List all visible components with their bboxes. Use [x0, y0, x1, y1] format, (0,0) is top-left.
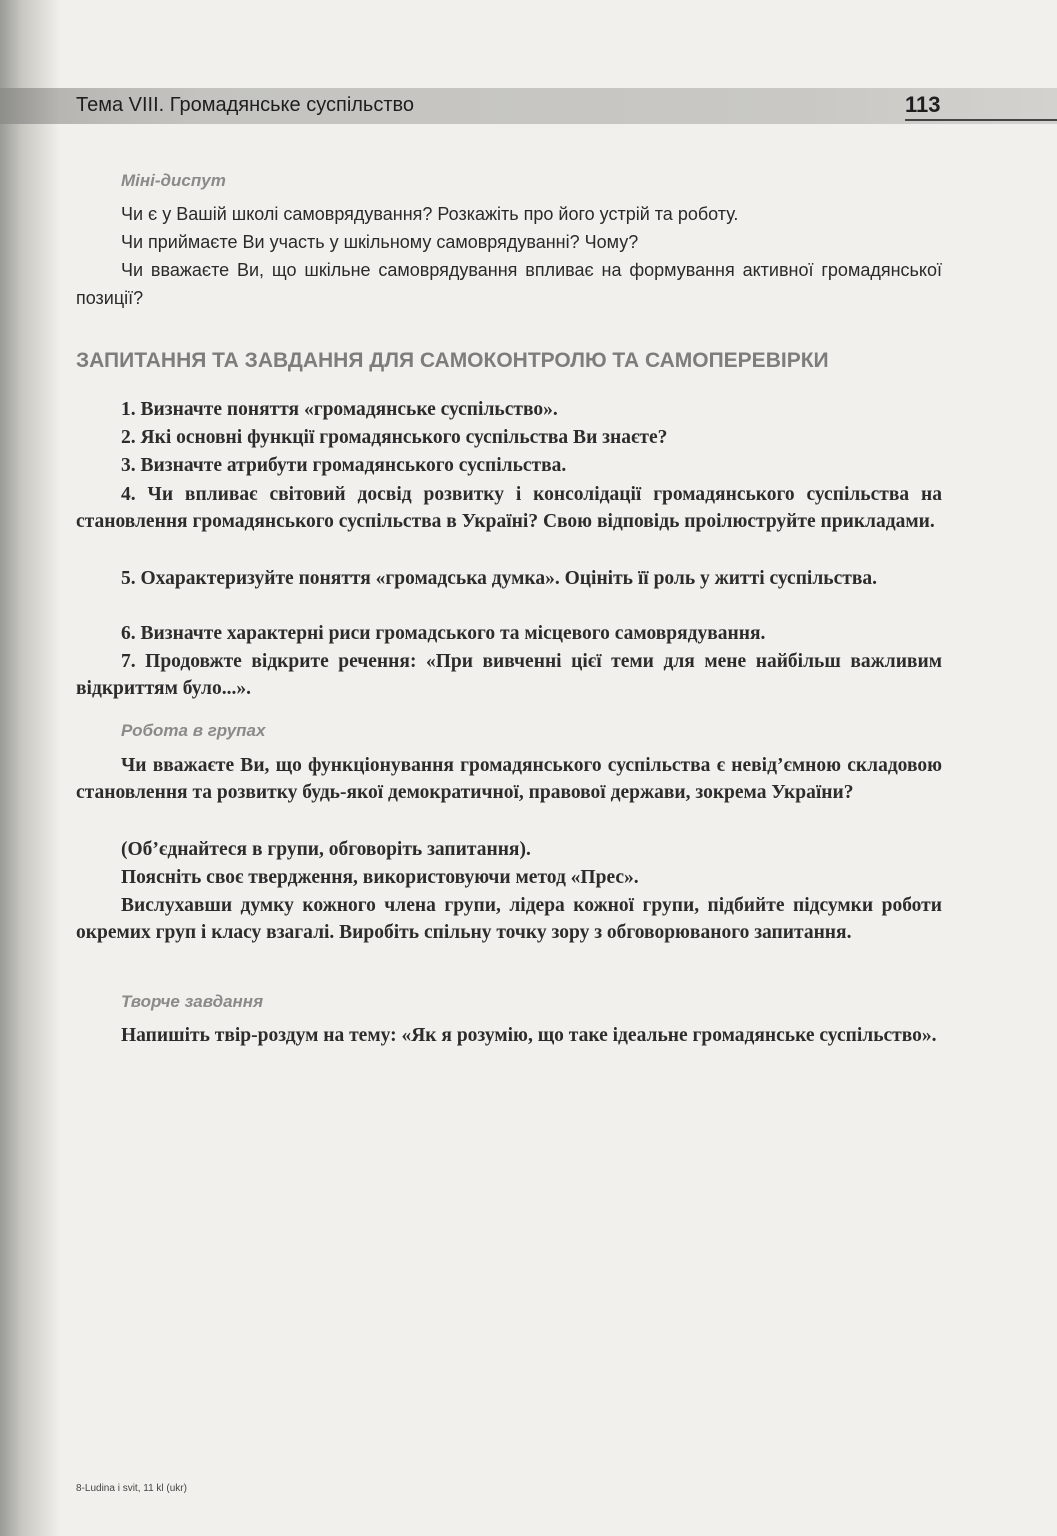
- group-work-paragraph: Вислухавши думку кожного члена групи, лідера кожної групи, підбийте підсумки роботи окремих груп і класу взагалі. Виробіть спільну точку зору з обговорюваного запитання.: [76, 895, 942, 943]
- page-number-underline: [905, 119, 1057, 121]
- creative-task-heading: Творче завдання: [121, 992, 264, 1011]
- creative-task-text: Напишіть твір-роздум на тему: «Як я розумію, що таке ідеальне громадянське суспільство».: [121, 1025, 937, 1046]
- running-header-title: Тема VIII. Громадянське суспільство: [76, 94, 415, 116]
- question-item: 6. Визначте характерні риси громадського та місцевого самоврядування.: [121, 623, 766, 644]
- mini-dispute-paragraph: Чи приймаєте Ви участь у шкільному самоврядуванні? Чому?: [121, 232, 639, 252]
- question-item: 5. Охарактеризуйте поняття «громадська думка». Оцініть її роль у житті суспільства.: [121, 568, 877, 589]
- page-spine-shadow: [0, 0, 60, 1536]
- question-item: 3. Визначте атрибути громадянського суспільства.: [121, 455, 567, 476]
- mini-dispute-paragraph: Чи є у Вашій школі самоврядування? Розкажіть про його устрій та роботу.: [121, 204, 739, 224]
- page-number: 113: [905, 92, 941, 117]
- group-work-paragraph: Чи вважаєте Ви, що функціонування громадянського суспільства є невід’ємною складовою становлення та розвитку будь-якої демократичної, правової держави, зокрема України?: [76, 755, 942, 803]
- question-item: 7. Продовжте відкрите речення: «При вивченні цієї теми для мене найбільш важливим відкриттям було...».: [76, 651, 942, 699]
- press-method: метод «Прес».: [515, 867, 639, 888]
- group-work-heading: Робота в групах: [121, 721, 266, 740]
- group-work-paragraph: [76, 864, 942, 891]
- question-item: 1. Визначте поняття «громадянське суспільство».: [121, 399, 558, 420]
- mini-dispute-paragraph: Чи вважаєте Ви, що шкільне самоврядування впливає на формування активної громадянської позиції?: [76, 260, 942, 308]
- group-work-text: Поясніть своє твердження, використовуючи: [121, 867, 516, 888]
- self-check-section-title: ЗАПИТАННЯ ТА ЗАВДАННЯ ДЛЯ САМОКОНТРОЛЮ ТА САМОПЕРЕВІРКИ: [76, 349, 829, 372]
- footer-imprint: 8-Ludina i svit, 11 kl (ukr): [76, 1483, 187, 1494]
- question-item: 4. Чи впливає світовий досвід розвитку і консолідації громадянського суспільства на становлення громадянського суспільства в Україні? Свою відповідь проілюструйте прикладами.: [76, 484, 942, 532]
- mini-dispute-heading: Міні-диспут: [121, 171, 226, 190]
- group-work-paragraph: (Об’єднайтеся в групи, обговоріть запитання).: [121, 839, 531, 860]
- question-item: 2. Які основні функції громадянського суспільства Ви знаєте?: [121, 427, 668, 448]
